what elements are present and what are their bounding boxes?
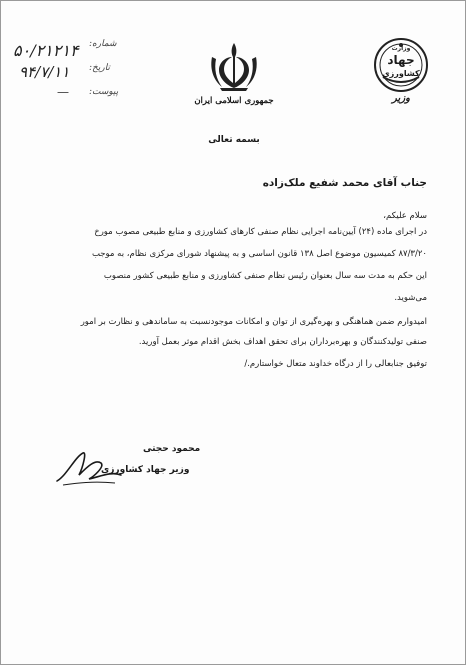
number-label: شماره:: [89, 39, 117, 49]
iran-emblem-icon: [206, 39, 262, 95]
body-line: امیدوارم ضمن هماهنگی و بهره‌گیری از توان و امکانات موجودنسبت به ساماندهی و نظارت بر امور: [80, 317, 427, 327]
seal-top-text: وزارت: [391, 45, 411, 52]
seal-bottom-text: کشاورزی: [382, 69, 420, 78]
invocation: بسمه تعالی: [208, 135, 260, 145]
date-value: ۹۴/۷/۱۱: [19, 63, 70, 81]
body-line: می‌شوید.: [394, 293, 427, 303]
greeting: سلام علیکم،: [383, 211, 427, 221]
signer-title: وزیر جهاد کشاورزی: [101, 465, 190, 475]
emblem-caption: جمهوری اسلامی ایران: [194, 96, 274, 106]
recipient: جناب آقای محمد شفیع ملک‌زاده: [262, 177, 427, 189]
number-value: ۵۰/۲۱۲۱۴: [13, 41, 79, 60]
attachment-value: —: [57, 85, 69, 99]
date-label: تاریخ:: [89, 63, 110, 73]
body-line: ۸۷/۳/۲۰ کمیسیون موضوع اصل ۱۳۸ قانون اساسی و به پیشنهاد شورای مرکزی نظام، به موجب: [91, 249, 427, 259]
seal-under-text: وزیر: [392, 93, 410, 104]
attachment-label: پیوست:: [89, 87, 119, 97]
body-line: این حکم به مدت سه سال بعنوان رئیس نظام صنفی کشاورزی و منابع طبیعی کشور منصوب: [103, 271, 427, 281]
signer-name: محمود حجتی: [143, 444, 201, 454]
seal-name-text: جهاد: [387, 53, 415, 67]
body-line: توفیق جنابعالی را از درگاه خداوند متعال خواستارم./: [244, 359, 427, 369]
body-line: صنفی تولیدکنندگان و بهره‌برداران برای تحقق اهداف بخش اقدام موثر بعمل آورید.: [138, 337, 427, 347]
body-line: در اجرای ماده (۲۴) آیین‌نامه اجرایی نظام صنفی کارهای کشاورزی و منابع طبیعی مصوب مورخ: [94, 227, 427, 237]
